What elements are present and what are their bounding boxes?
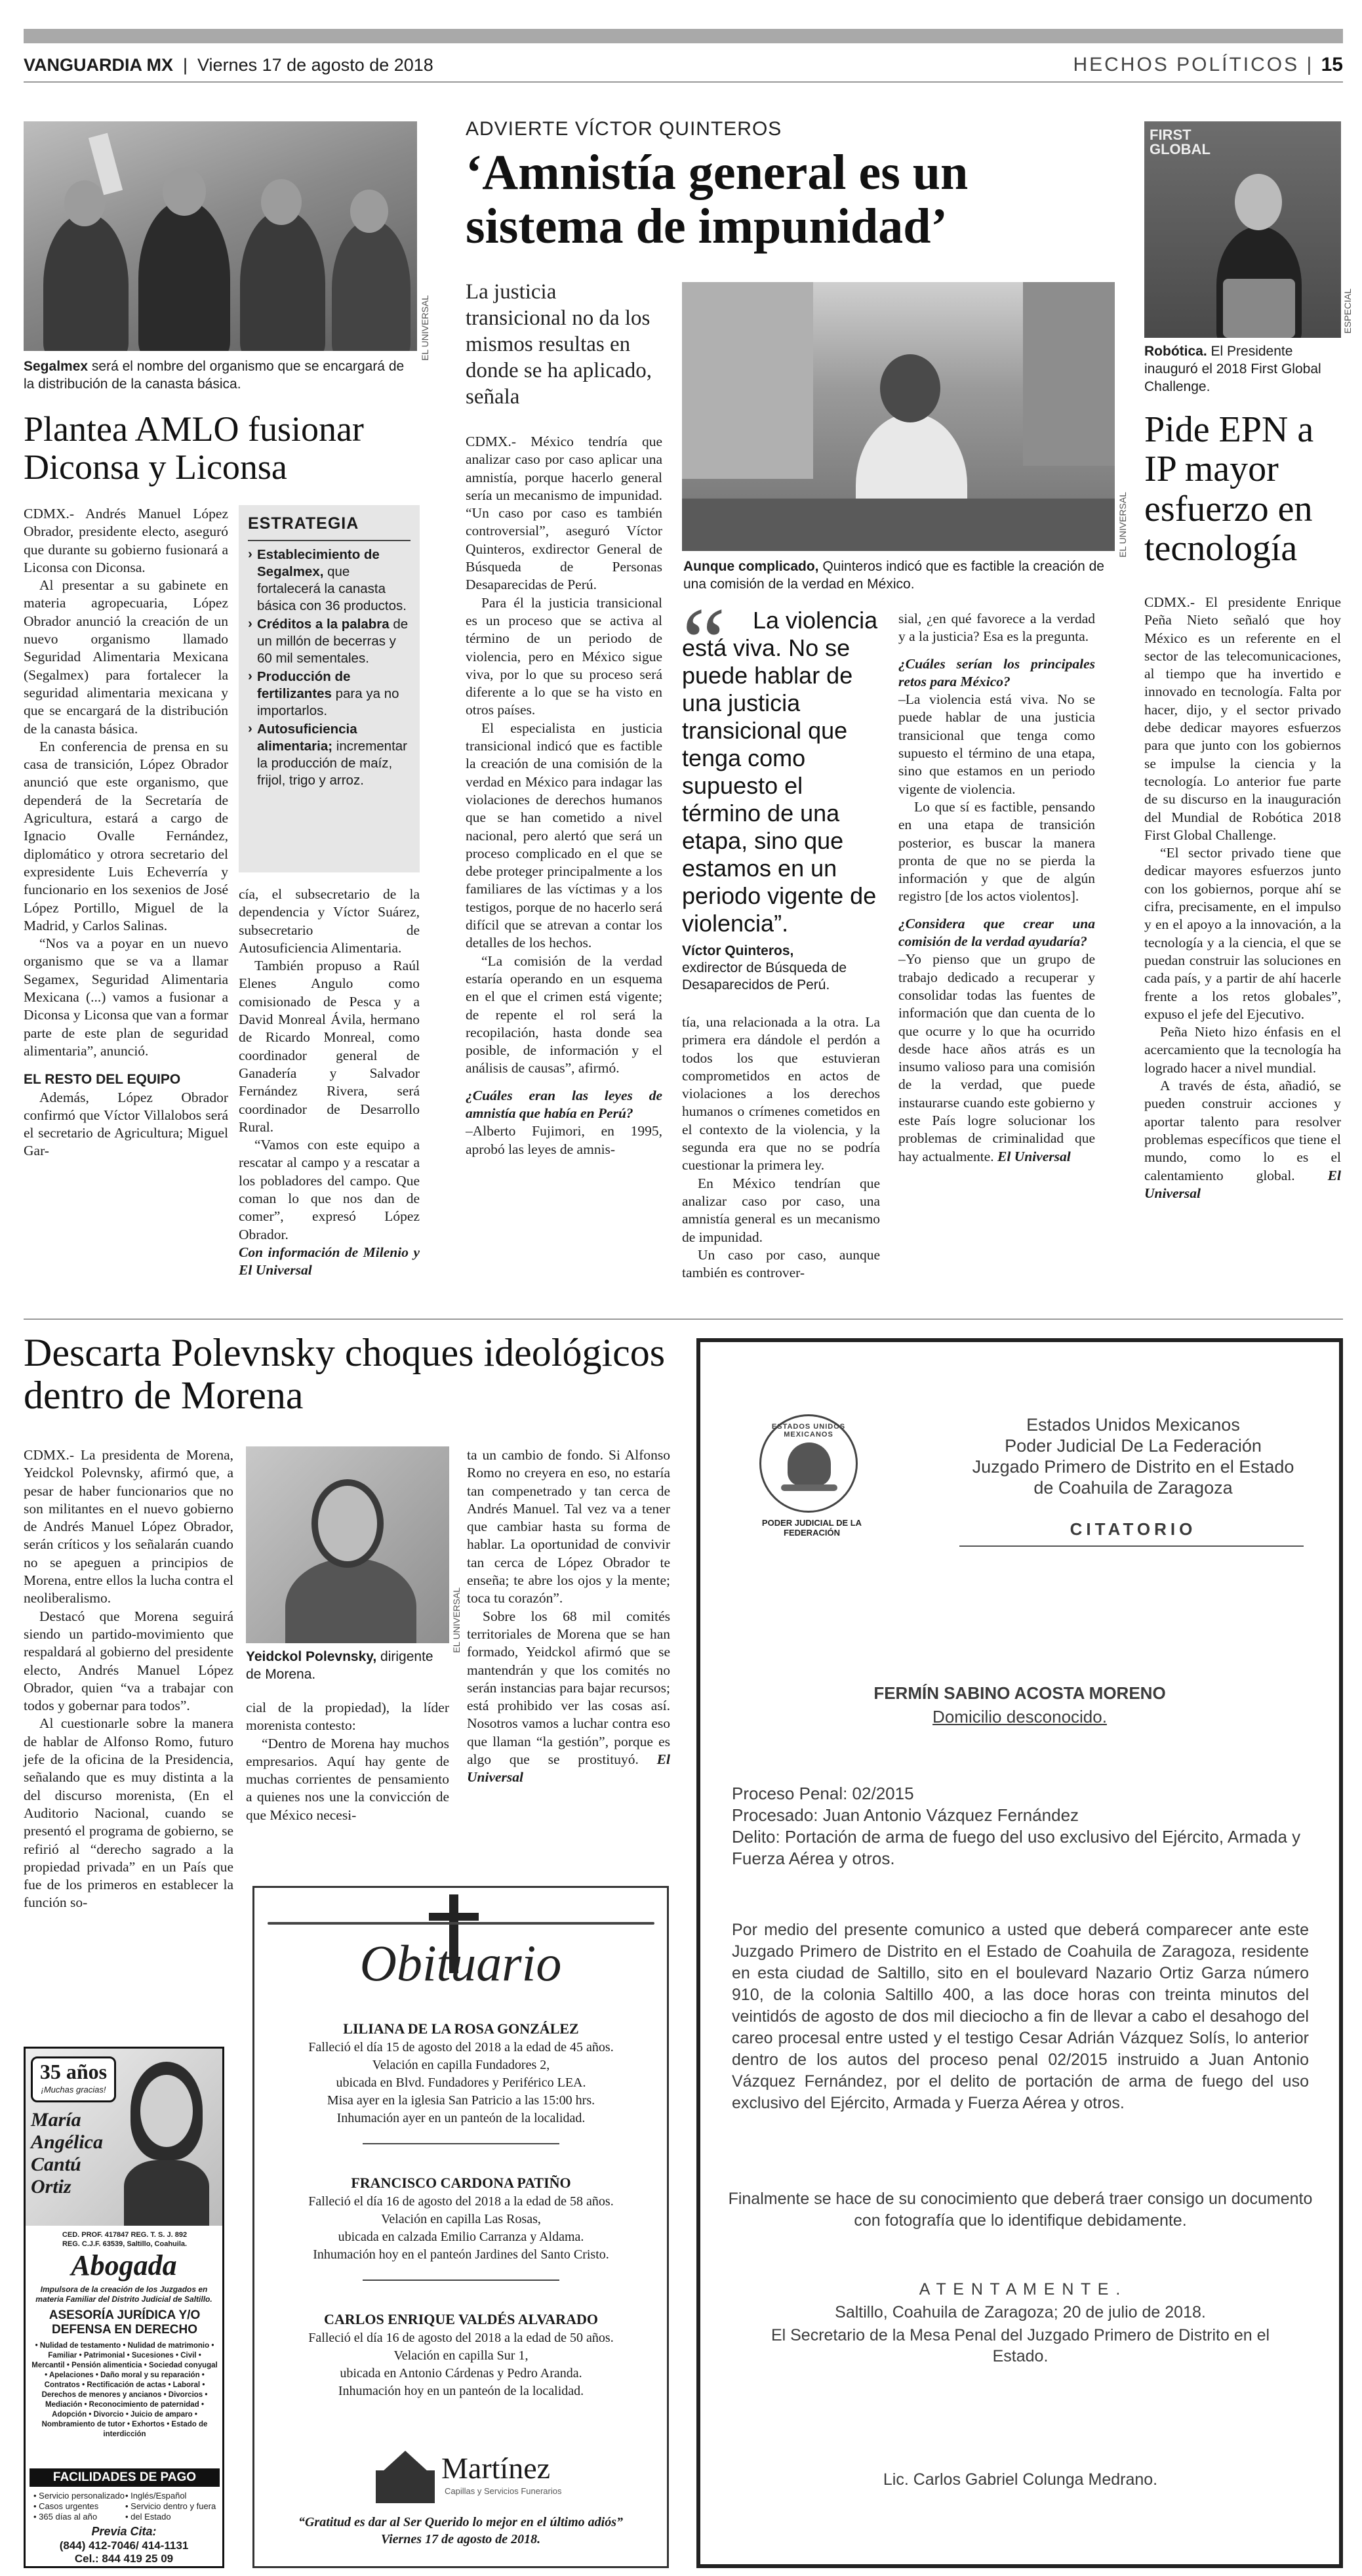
epn-headline: Pide EPN a IP mayor esfuerzo en tecnología xyxy=(1144,409,1314,569)
paragraph xyxy=(1144,1077,1341,1202)
ad-pay-item: • Inglés/Español xyxy=(125,2491,187,2501)
polevnsky-caption-bold: Yeidckol Polevnsky, xyxy=(246,1649,377,1664)
page-number: 15 xyxy=(1321,54,1343,75)
obituary-entry xyxy=(268,2310,654,2400)
obituary-line: Falleció el día 16 de agosto del 2018 a la edad de 58 años. xyxy=(308,2194,614,2209)
obituary-line: Falleció el día 15 de agosto del 2018 a la edad de 45 años. xyxy=(308,2040,614,2055)
paragraph: En conferencia de prensa en su casa de transición, López Obrador anunció que este organismo, que dependerá de la Secretaría de Agricultura, estará a cargo de Ignacio Ovalle Fernández, diplomático y otrora secretario del expresidente Luis Echeverría y funcionario en los sexenios de José López Portillo, Miguel de la Madrid, y Carlos Salinas. xyxy=(24,738,228,933)
obituary-line: Inhumación hoy en el panteón Jardines del Santo Cristo. xyxy=(313,2247,609,2262)
paragraph-text: Sobre los 68 mil comités territoriales de Morena que se han formado, Yeidckol afirmó que se mantendrán y que los comités no serán instancias para bajar recursos; está prohibido ver las cosas así. Nosotros vamos a luchar contra eso que llaman “la gestión”, porque es algo que se prostituyó. xyxy=(467,1608,670,1768)
quote-mark-icon: “ xyxy=(682,588,726,697)
paragraph: “Vamos con este equipo a rescatar al campo y a rescatar a los pobladores del campo. Que coman lo que nos dan de comer”, expresó López Obrador. xyxy=(239,1137,420,1242)
ad-pay-list xyxy=(33,2491,217,2522)
obituary-line: Misa ayer en la iglesia San Patricio a las 15:00 hrs. xyxy=(327,2093,595,2108)
quinteros-photo xyxy=(682,282,1115,551)
obituary-footer: “Gratitud es dar al Ser Querido lo mejor en el último adiós” xyxy=(298,2515,624,2529)
case-number: Proceso Penal: 02/2015 xyxy=(732,1784,914,1803)
deceased-name: LILIANA DE LA ROSA GONZÁLEZ xyxy=(343,2020,579,2037)
ad-pay-item: • del Estado xyxy=(125,2512,171,2522)
ad-service-item: • Adopción xyxy=(52,2401,204,2419)
interview-question: ¿Cuáles serían los principales retos para México? xyxy=(898,655,1095,689)
publication-name: VANGUARDIA MX xyxy=(24,55,173,75)
ad-cel: Cel.: 844 419 25 09 xyxy=(74,2552,174,2565)
ad-phone: (844) 412-7046/ 414-1131 xyxy=(59,2539,189,2552)
quinteros-subhead: La justicia transicional no da los mismos resultas en donde se ha aplicado, señala xyxy=(466,280,652,409)
paragraph: ta un cambio de fondo. Si Alfonso Romo no creyera en eso, no estaría tan compenetrado y tan cerca de Andrés Manuel. Tal vez va a tener que cambiar hasta su forma de hablar. La oportunidad de convivir tan cerca de López Obrador te enseña; te abre los ojos y la mente; toca tu corazón”. xyxy=(467,1447,670,1606)
paragraph: CDMX.- Andrés Manuel López Obrador, presidente electo, aseguró que durante su gobierno fusionará a Liconsa con Diconsa. xyxy=(24,506,228,575)
sidebar-item-text: que fortalecerá la canasta básica con 36 productos. xyxy=(257,564,407,613)
obituary-line: Velación en capilla Fundadores 2, xyxy=(372,2058,550,2072)
quinteros-column-1 xyxy=(466,433,662,1158)
deceased-name: FRANCISCO CARDONA PATIÑO xyxy=(351,2175,571,2191)
sidebar-item-text: de un millón de becerras y 60 mil sementales. xyxy=(257,617,409,666)
funeral-home-brand: Martínez xyxy=(441,2451,551,2485)
pull-quote-author: Víctor Quinteros, xyxy=(682,943,794,958)
amlo-photo xyxy=(24,121,417,351)
obituary-line: ubicada en Antonio Cárdenas y Pedro Aranda. xyxy=(340,2366,582,2381)
ad-service-item: • Apelaciones xyxy=(45,2371,96,2379)
obituary-entries xyxy=(268,2019,654,2429)
epn-photo-banner: FIRST GLOBAL xyxy=(1150,127,1211,157)
obituary-line: Inhumación ayer en un panteón de la localidad. xyxy=(336,2111,586,2125)
sidebar-item-bold: Autosuficiencia alimentaria; xyxy=(257,722,357,754)
ad-service-item: • Exhortos xyxy=(127,2421,167,2428)
amlo-column-1 xyxy=(24,505,228,1160)
ad-service-item: • Patrimonial xyxy=(79,2352,127,2360)
interview-question: ¿Cuáles eran las leyes de amnistía que había en Perú? xyxy=(466,1087,662,1121)
sidebar-item-text: para ya no importarlos. xyxy=(257,686,399,718)
obituary-line: Velación en capilla Sur 1, xyxy=(393,2348,529,2363)
ad-tagline: Impulsora de la creación de los Juzgados en materia Familiar del Distrito Judicial de Saltillo. xyxy=(35,2285,212,2304)
polevnsky-column-3 xyxy=(467,1446,670,1787)
ad-service-item: • Estado de interdicción xyxy=(103,2421,208,2438)
ad-service-item: • Contratos xyxy=(44,2371,205,2389)
section-divider xyxy=(24,1319,1343,1320)
section-name: HECHOS POLÍTICOS xyxy=(1073,54,1300,75)
paragraph: “Nos va a poyar en un nuevo organismo que se va a llamar Segamex, Seguridad Alimentaria Mexicana (...) vamos a fusionar a Diconsa y Liconsa que van a formar parte de este plan de seguridad alimentaria”, anunció. xyxy=(24,935,228,1059)
ad-portrait xyxy=(117,2062,216,2226)
citatorio-title: CITATORIO xyxy=(1070,1519,1197,1539)
quinteros-photo-caption xyxy=(683,558,1116,593)
polevnsky-column-1 xyxy=(24,1446,233,1912)
ad-service-item: • Divorcio xyxy=(89,2411,126,2419)
ad-service-item: • Nulidad de matrimonio xyxy=(123,2342,212,2350)
amlo-photo-caption xyxy=(24,358,417,393)
ad-badge-sub: ¡Muchas gracias! xyxy=(41,2085,106,2095)
citatorio-body: Por medio del presente comunico a usted que deberá comparecer ante este Juzgado Primero de Distrito en el Estado de Coahuila de Zaragoza, residente en esta ciudad de Saltillo, sito en el boulevard Nazario Ortiz Garza número 910, de la colonia Saltillo 400, a las doce horas con treinta minutos del veintidós de agosto de dos mil dieciocho a fin de llevar a cabo el desahogo del careo procesal entre usted y el testigo Cesar Adrián Vázquez Solís, lo anterior dentro de los autos del proceso penal 02/2015 instruido a Juan Antonio Vázquez Fernández, por el delito de portación de arma de fuego del uso exclusivo del Ejército, Armada y Fuerza Aérea y otros. xyxy=(732,1921,1309,2112)
quinteros-caption-bold: Aunque complicado, xyxy=(683,559,819,574)
ad-pay-title: FACILIDADES DE PAGO xyxy=(30,2468,220,2487)
ad-pay-item: • 365 días al año xyxy=(33,2512,98,2522)
citatorio-header-4: de Coahuila de Zaragoza xyxy=(1033,1478,1233,1498)
epn-photo-credit: ESPECIAL xyxy=(1342,289,1353,334)
paragraph: CDMX.- La presidenta de Morena, Yeidckol Polevnsky, afirmó que, a pesar de haber funcionarios que no son militantes en el nuevo gobierno de Andrés Manuel López Obrador, serán críticos y los señalarán cuando no se apeguen a principios de Morena, entre ellos la lucha contra el neoliberalismo. xyxy=(24,1447,233,1606)
epn-photo xyxy=(1144,121,1341,338)
ad-reg-1: CED. PROF. 417847 REG. T. S. J. 892 xyxy=(62,2231,188,2239)
section-title: EL RESTO DEL EQUIPO xyxy=(24,1072,181,1088)
sidebar-item-bold: Producción de fertilizantes xyxy=(257,669,351,701)
quinteros-kicker: ADVIERTE VÍCTOR QUINTEROS xyxy=(466,118,782,140)
ad-pay-item: • Servicio personalizado xyxy=(33,2491,125,2501)
top-rule xyxy=(24,29,1343,43)
interview-question: ¿Considera que crear una comisión de la verdad ayudaría? xyxy=(898,915,1095,950)
paragraph: “El sector privado tiene que dedicar mayores esfuerzos junto con los gobiernos, porque ahí se cifra, precisamente, en el impulso y en el apoyo a la innovación, a la tecnología y a la ciencia, el que se puedan construir las soluciones en cada país, y a partir de ahí hacerle frente a los retos globales”, expuso el jefe del Ejecutivo. xyxy=(1144,845,1341,1022)
citatorio-header-1: Estados Unidos Mexicanos xyxy=(1026,1415,1240,1435)
paragraph xyxy=(898,951,1095,1166)
sidebar-item xyxy=(248,721,411,789)
amlo-signature: Con información de Milenio y El Universal xyxy=(239,1244,420,1278)
amlo-caption-bold: Segalmex xyxy=(24,359,89,374)
issue-date: Viernes 17 de agosto de 2018 xyxy=(197,55,433,75)
paragraph: CDMX.- México tendría que analizar caso por caso aplicar una amnistía, porque hacerlo general sería un mecanismo de impunidad. “Un caso por caso es también controversial”, aseguró Víctor Quinteros, exdirector General de Búsqueda de Personas Desaparecidas de Perú. xyxy=(466,434,662,593)
epn-photo-caption xyxy=(1144,342,1341,396)
sidebar-item xyxy=(248,546,411,615)
ad-service-item: • Laboral xyxy=(168,2381,203,2389)
lawyer-ad xyxy=(24,2047,224,2568)
paragraph xyxy=(467,1608,670,1787)
signature-role: El Secretario de la Mesa Penal del Juzgado Primero de Distrito en el Estado. xyxy=(771,2326,1270,2365)
ad-pay-item: • Servicio dentro y fuera xyxy=(125,2501,216,2511)
recipient-name: FERMÍN SABINO ACOSTA MORENO xyxy=(873,1683,1166,1703)
obituary-line: Inhumación hoy en un panteón de la localidad. xyxy=(338,2384,584,2398)
signature-name: Lic. Carlos Gabriel Colunga Medrano. xyxy=(883,2470,1158,2489)
epn-column xyxy=(1144,594,1341,1202)
paragraph: Peña Nieto hizo énfasis en el acercamiento que la tecnología ha logrado hacer a nivel mundial. xyxy=(1144,1024,1341,1076)
paragraph: CDMX.- El presidente Enrique Peña Nieto señaló que hoy México es un referente en el sector de las telecomunicaciones, al tiempo que ha invertido e innovado en tecnología. Falta por hacer, dijo, y el sector privado debe dedicar mayores esfuerzos para que junto con los gobiernos se impulse la ciencia y la tecnología. Lo anterior fue parte de su discurso en la inauguración del Mundial de Robótica 2018 First Global Challenge. xyxy=(1144,594,1341,843)
ad-services-list xyxy=(31,2341,218,2440)
ad-service-item: • Mercantil xyxy=(31,2352,201,2369)
obituary-entry xyxy=(268,2019,654,2144)
obituary-line: Velación en capilla Las Rosas, xyxy=(381,2212,541,2226)
paragraph: “La comisión de la verdad estaría operando en un esquema en el que el crimen está vigente; de repente el rol será la recopilación, hasta donde sea posible, de información y el análisis de causas”, afirmó. xyxy=(466,952,662,1076)
sidebar-title: ESTRATEGIA xyxy=(248,514,411,541)
emblem-text: ESTADOS UNIDOS MEXICANOS xyxy=(771,1423,846,1439)
page-header xyxy=(24,49,1343,83)
paragraph: Para él la justicia transicional es un proceso que se activa al término de un periodo de violencia, pero en México sigue viva, por lo que su proceso será diferente a lo que se ha visto en otros países. xyxy=(466,594,662,718)
emblem-label: PODER JUDICIAL DE LA FEDERACIÓN xyxy=(761,1518,862,1538)
amlo-column-2 xyxy=(239,886,420,1280)
signature-place: Saltillo, Coahuila de Zaragoza; 20 de julio de 2018. xyxy=(835,2303,1206,2321)
funeral-home-tagline: Capillas y Servicios Funerarios xyxy=(445,2486,562,2496)
pull-quote-attribution xyxy=(682,943,885,994)
polevnsky-signature: El Universal xyxy=(467,1751,670,1786)
sidebar-item xyxy=(248,668,411,720)
obituary-divider xyxy=(363,2280,559,2281)
federal-emblem-icon xyxy=(759,1414,858,1513)
obituary-line: ubicada en calzada Emilio Carranza y Aldama. xyxy=(338,2230,584,2244)
sidebar-item xyxy=(248,616,411,667)
ad-lawyer-name: María Angélica Cantú Ortiz xyxy=(31,2109,103,2198)
obituary-divider xyxy=(363,2143,559,2144)
obituary-title: Obituario xyxy=(359,1934,562,1992)
paragraph: Al presentar a su gabinete en materia agropecuaria, López Obrador anunció la creación de un nuevo organismo llamado Seguridad Alimentaria Mexicana (Segalmex) para fortalecer la seguridad alimentaria mexicana y que se encargará de la distribución de la canasta básica. xyxy=(24,577,228,737)
sidebar-item-bold: Créditos a la palabra xyxy=(257,617,390,632)
obituary-line: ubicada en Blvd. Fundadores y Periférico LEA. xyxy=(336,2075,586,2090)
ad-service-item: • Derechos de menores y ancianos xyxy=(41,2381,205,2399)
pull-quote xyxy=(682,588,885,994)
ad-badge xyxy=(31,2056,116,2102)
paragraph: Lo que sí es factible, pensando en una etapa de transición posterior, es buscar la manera pronta de que no se pierda la información y que de algún registro [de los actos violentos]. xyxy=(898,798,1095,905)
ad-badge-years: 35 años xyxy=(39,2060,108,2083)
paragraph: Al cuestionarle sobre la manera de hablar de Alfonso Romo, futuro jefe de la oficina de la Presidencia, señalando que es muy distinta a la del discurso morenista, (En el Auditorio Nacional, cuando se presentó el programa de gobierno, se refirió al “derecho sagrado a la propiedad privada” en un País que fue de los primeros en establecer la función so- xyxy=(24,1715,233,1911)
polevnsky-photo xyxy=(246,1446,449,1643)
paragraph: También propuso a Raúl Elenes Angulo como comisionado de Pesca y a David Monreal Ávila, hermano de Ricardo Monreal, como coordinador general de Ganadería y Salvador Fernández Rivera, será coordinador de Desarrollo Rural. xyxy=(239,958,420,1135)
amlo-photo-credit: EL UNIVERSAL xyxy=(420,295,430,361)
ad-pay-item: • Casos urgentes xyxy=(33,2501,99,2511)
quinteros-caption-text: Quinteros indicó que es factible la creación de una comisión de la verdad en México. xyxy=(683,559,1104,592)
obituary-line: Falleció el día 16 de agosto del 2018 a la edad de 50 años. xyxy=(308,2331,614,2345)
ad-service-item: • Civil xyxy=(175,2352,199,2360)
ad-contact-label: Previa Cita: xyxy=(91,2525,157,2538)
processed-person: Procesado: Juan Antonio Vázquez Fernández xyxy=(732,1805,1079,1825)
quinteros-photo-credit: EL UNIVERSAL xyxy=(1117,492,1128,558)
amlo-headline: Plantea AMLO fusionar Diconsa y Liconsa xyxy=(24,409,364,487)
citatorio-header-2: Poder Judicial De La Federación xyxy=(1005,1436,1262,1456)
ad-service-item: • Rectificación de actas xyxy=(82,2381,169,2389)
funeral-home-logo-icon xyxy=(376,2451,435,2503)
ad-service-item: • Pensión alimenticia xyxy=(66,2361,144,2369)
polevnsky-photo-credit: EL UNIVERSAL xyxy=(451,1587,462,1653)
epn-caption-text: El Presidente inauguró el 2018 First Global Challenge. xyxy=(1144,344,1321,394)
paragraph: cial de la propiedad), la líder morenista contesto: xyxy=(246,1700,449,1734)
ad-service-item: • Nulidad de testamento xyxy=(35,2342,123,2350)
header-left: VANGUARDIA MX | Viernes 17 de agosto de 2018 xyxy=(24,55,433,75)
ad-service-item: • Divorcios xyxy=(163,2391,205,2399)
paragraph-text: A través de ésta, añadió, se pueden construir acciones y aportar talento para resolver problemas específicos que tiene el mundo, como lo es el calentamiento global. xyxy=(1144,1078,1341,1183)
polevnsky-photo-caption xyxy=(246,1648,449,1683)
paragraph: “Dentro de Morena hay muchos empresarios. Aquí hay gente de muchas corrientes de pensamiento a quienes nos une la convicción de que México necesi- xyxy=(246,1735,449,1823)
citatorio-closing: Finalmente se hace de su conocimiento que deberá traer consigo un documento con fotografía que lo identifique debidamente. xyxy=(728,2190,1313,2230)
citatorio-header-3: Juzgado Primero de Distrito en el Estado xyxy=(972,1457,1294,1477)
paragraph: Además, López Obrador confirmó que Víctor Villalobos será el secretario de Agricultura; Miguel Gar- xyxy=(24,1089,228,1159)
ad-service-item: • Sociedad conyugal xyxy=(144,2361,218,2369)
header-right: HECHOS POLÍTICOS | 15 xyxy=(1073,54,1343,75)
paragraph: El especialista en justicia transicional indicó que es factible la creación de una comisión de la verdad en México para indagar las violaciones de derechos humanos que se han cometido a nivel nacional, pero alertó que será un proceso complicado en el que se debe proteger principalmente a los familiares de las víctimas y a los testigos, porque de no hacerlo será difícil que se atrevan a contar los detalles de los hechos. xyxy=(466,720,662,951)
epn-caption-bold: Robótica. xyxy=(1144,344,1207,359)
polevnsky-headline: Descarta Polevnsky choques ideológicos dentro de Morena xyxy=(24,1331,666,1417)
amlo-caption-text: será el nombre del organismo que se encargará de la distribución de la canasta básica. xyxy=(24,359,405,392)
ad-service-item: • Sucesiones xyxy=(127,2352,176,2360)
crime: Delito: Portación de arma de fuego del uso exclusivo del Ejército, Armada y Fuerza Aérea y otros. xyxy=(732,1827,1301,1868)
quinteros-column-3 xyxy=(898,610,1095,1166)
ad-service-item: • Nombramiento de tutor xyxy=(41,2411,197,2428)
obituary-box xyxy=(252,1886,669,2568)
polevnsky-caption-text: dirigente de Morena. xyxy=(246,1649,433,1682)
obituary-footer-date: Viernes 17 de agosto de 2018. xyxy=(380,2532,541,2546)
paragraph: cía, el subsecretario de la dependencia y Víctor Suárez, subsecretario de Autosuficiencia Alimentaria. xyxy=(239,886,420,956)
signature-title: A T E N T A M E N T E . xyxy=(919,2280,1122,2299)
quinteros-headline: ‘Amnistía general es un sistema de impunidad’ xyxy=(466,145,969,255)
deceased-name: CARLOS ENRIQUE VALDÉS ALVARADO xyxy=(324,2311,598,2327)
citatorio-notice xyxy=(700,1342,1339,2564)
pull-quote-role: exdirector de Búsqueda de Desaparecidos de Perú. xyxy=(682,960,847,992)
ad-reg-2: REG. C.J.F. 63539, Saltillo, Coahuila. xyxy=(62,2240,188,2248)
pull-quote-text: La violencia está viva. No se puede hablar de una justicia transicional que tenga como supuesto el término de una etapa, sino que estamos en un periodo vigente de violencia”. xyxy=(682,607,878,937)
paragraph: –Alberto Fujimori, en 1995, aprobó las leyes de amnis- xyxy=(466,1123,662,1157)
ad-service-item: • Reconocimiento de paternidad xyxy=(84,2401,201,2409)
strategy-sidebar xyxy=(239,505,420,872)
paragraph: Destacó que Morena seguirá siendo un partido-movimiento que respaldará al gobierno del presidente electo, Andrés Manuel López Obrador, quien “va a trabajar con todos y gobernar para todos”. xyxy=(24,1608,233,1714)
paragraph: –La violencia está viva. No se puede hablar de una justicia transicional que tenga como supuesto el término de una etapa, sino que estamos en un periodo vigente de violencia. xyxy=(898,691,1095,797)
sidebar-item-bold: Establecimiento de Segalmex, xyxy=(257,547,380,579)
answer-text: –Yo pienso que un grupo de trabajo dedicado a recuperar y consolidar todas las fuentes de información que dan cuenta de lo que ocurre y lo que ha ocurrido desde hace años atrás es un insumo valioso para una comisión de la verdad, que puede instaurarse cuando este gobierno y este País logre solucionar los problemas de criminalidad que hay actualmente. xyxy=(898,951,1095,1164)
ad-title: Abogada xyxy=(71,2249,177,2281)
quinteros-signature: El Universal xyxy=(997,1148,1071,1164)
paragraph: sial, ¿en qué favorece a la verdad y a la justicia? Esa es la pregunta. xyxy=(898,611,1095,645)
ad-service-item: • Juicio de amparo xyxy=(125,2411,195,2419)
ad-service-item: • Familiar xyxy=(48,2342,214,2360)
ad-service-title: ASESORÍA JURÍDICA Y/O DEFENSA EN DERECHO xyxy=(49,2308,201,2337)
paragraph: tía, una relacionada a la otra. La primera era dándole el perdón a todos los que estuvieran comprometidos en actos de violaciones a los derechos humanos o crímenes cometidos en el contexto de la violencia, y la segunda era que no se podría cuestionar la primera ley. xyxy=(682,1014,880,1174)
paragraph: Un caso por caso, aunque también es controver- xyxy=(682,1246,880,1281)
sidebar-item-text: incrementar la producción de maíz, frijol, trigo y arroz. xyxy=(257,739,408,788)
polevnsky-column-2 xyxy=(246,1699,449,1824)
obituary-entry xyxy=(268,2173,654,2281)
ad-service-item: • Mediación xyxy=(45,2391,208,2409)
epn-signature: El Universal xyxy=(1144,1167,1341,1201)
quinteros-column-2 xyxy=(682,1013,880,1282)
ad-service-item: • Daño moral y su reparación xyxy=(95,2371,202,2379)
paragraph: En México tendrían que analizar caso por caso, una amnistía general es un mecanismo de impunidad. xyxy=(682,1175,880,1245)
recipient-address: Domicilio desconocido. xyxy=(932,1707,1107,1727)
